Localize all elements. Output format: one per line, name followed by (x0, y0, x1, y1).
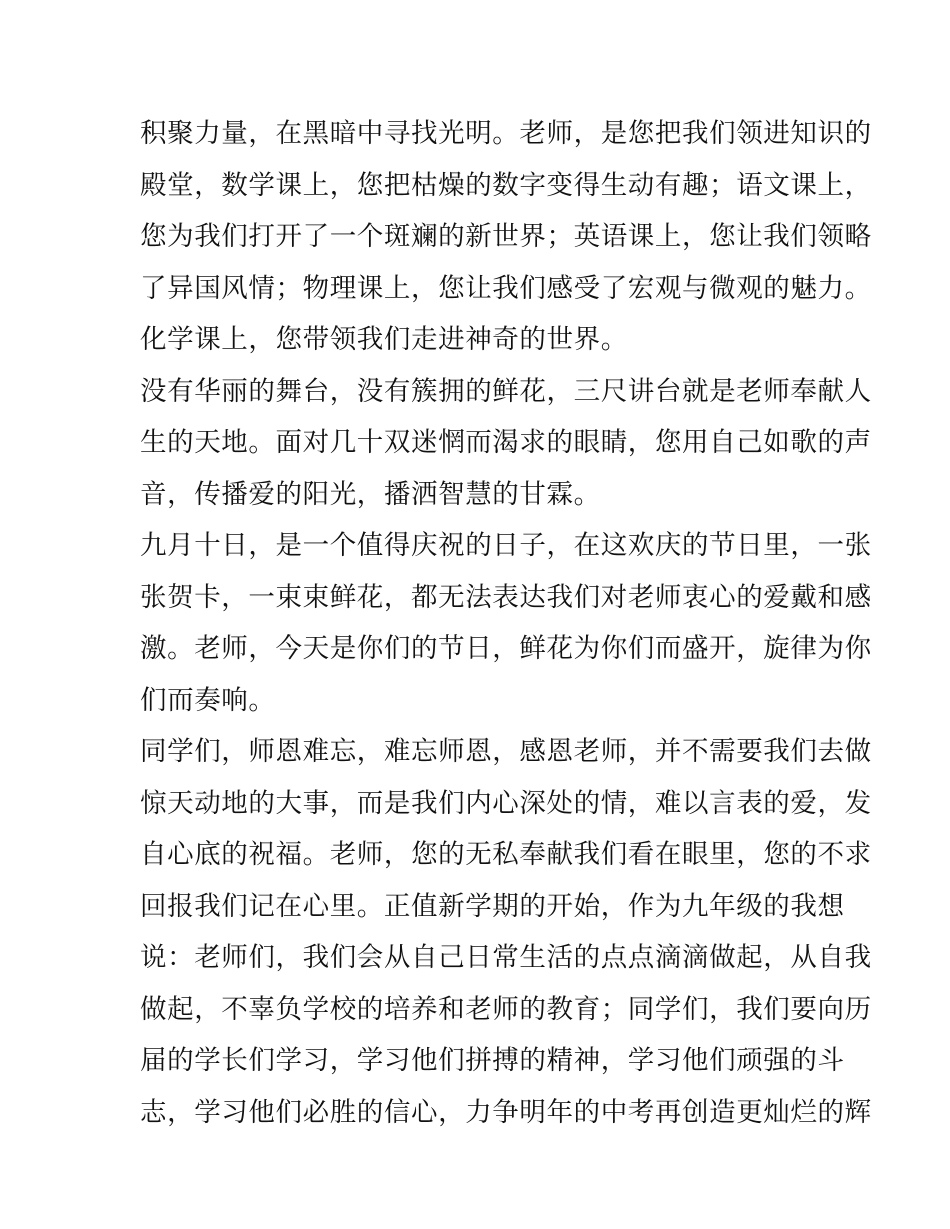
text-line: 激。老师，今天是你们的节日，鲜花为你们而盛开，旋律为你 (140, 633, 872, 664)
text-line: 志，学习他们必胜的信心，力争明年的中考再创造更灿烂的辉 (140, 1096, 872, 1128)
text-line: 说：老师们，我们会从自己日常生活的点点滴滴做起，从自我 (140, 942, 872, 973)
text-line: 生的天地。面对几十双迷惘而渴求的眼睛，您用自己如歌的声 (140, 427, 872, 458)
text-line: 同学们，师恩难忘，难忘师恩，感恩老师，并不需要我们去做 (140, 736, 872, 767)
text-line: 届的学长们学习，学习他们拼搏的精神，学习他们顽强的斗 (140, 1045, 845, 1076)
text-line: 您为我们打开了一个斑斓的新世界；英语课上，您让我们领略 (140, 221, 872, 252)
text-line: 回报我们记在心里。正值新学期的开始，作为九年级的我想 (140, 890, 845, 922)
text-line: 自心底的祝福。老师，您的无私奉献我们看在眼里，您的不求 (140, 839, 872, 870)
text-line: 化学课上，您带领我们走进神奇的世界。 (140, 324, 628, 355)
text-line: 九月十日，是一个值得庆祝的日子，在这欢庆的节日里，一张 (140, 530, 872, 561)
text-line: 们而奏响。 (140, 684, 276, 716)
text-line: 殿堂，数学课上，您把枯燥的数字变得生动有趣；语文课上， (140, 169, 872, 201)
text-line: 做起，不辜负学校的培养和老师的教育；同学们，我们要向历 (140, 993, 872, 1025)
body-text (140, 108, 872, 1138)
text-line: 惊天动地的大事，而是我们内心深处的情，难以言表的爱，发 (140, 787, 872, 819)
text-line: 了异国风情；物理课上，您让我们感受了宏观与微观的魅力。 (140, 272, 872, 304)
text-line: 音，传播爱的阳光，播洒智慧的甘霖。 (140, 478, 601, 510)
text-line: 张贺卡，一束束鲜花，都无法表达我们对老师衷心的爱戴和感 (140, 581, 872, 613)
text-line: 积聚力量，在黑暗中寻找光明。老师，是您把我们领进知识的 (140, 118, 872, 149)
text-line: 没有华丽的舞台，没有簇拥的鲜花，三尺讲台就是老师奉献人 (140, 375, 872, 407)
